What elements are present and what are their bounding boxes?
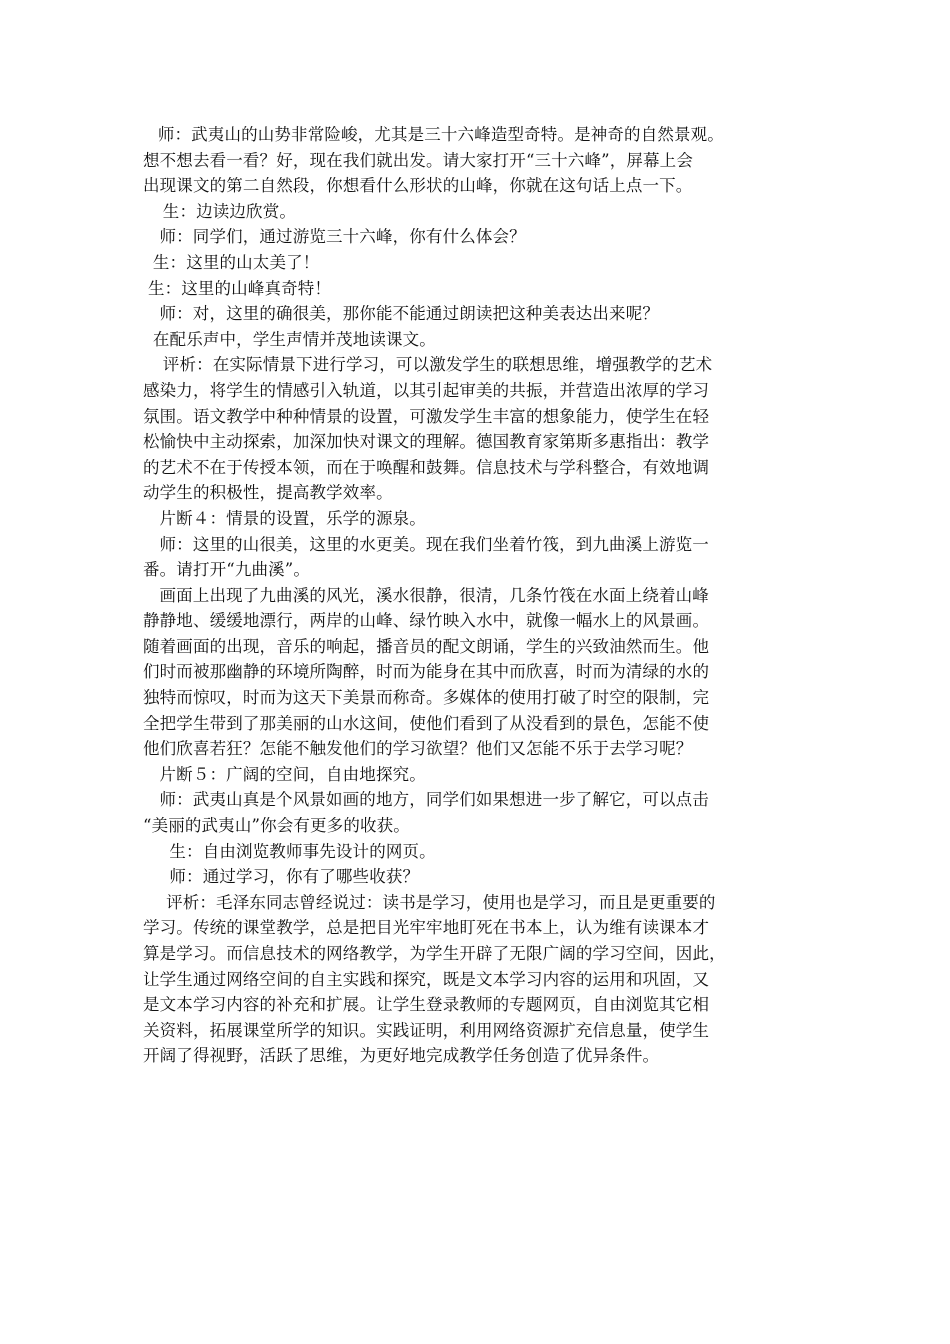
text-line: 想不想去看一看？好，现在我们就出发。请大家打开“三十六峰”，屏幕上会 [143, 150, 693, 170]
text-line: 全把学生带到了那美丽的山水这间，使他们看到了从没看到的景色，怎能不使 [143, 713, 710, 733]
text-line: 氛围。语文教学中种种情景的设置，可激发学生丰富的想象能力，使学生在轻 [143, 406, 710, 426]
text-line: 师：同学们，通过游览三十六峰，你有什么体会？ [159, 227, 526, 247]
text-line: 师：通过学习，你有了哪些收获？ [169, 867, 420, 887]
text-line: 生：边读边欣赏。 [162, 201, 296, 221]
text-line: 算是学习。而信息技术的网络教学，为学生开辟了无限广阔的学习空间，因此， [143, 944, 726, 963]
text-line: 片断５：广阔的空间，自由地探究。 [159, 764, 426, 784]
text-line: 关资料，拓展课堂所学的知识。实践证明，利用网络资源扩充信息量，使学生 [143, 1020, 710, 1040]
text-line: 的艺术不在于传授本领，而在于唤醒和鼓舞。信息技术与学科整合，有效地调 [143, 457, 710, 477]
text-line: 独特而惊叹，时而为这天下美景而称奇。多媒体的使用打破了时空的限制，完 [143, 688, 710, 708]
text-line: 出现课文的第二自然段，你想看什么形状的山峰，你就在这句话上点一下。 [143, 176, 693, 196]
text-line: 他们欣喜若狂？怎能不触发他们的学习欲望？他们又怎能不乐于去学习呢？ [143, 739, 693, 759]
text-line: 生：这里的山太美了！ [152, 252, 320, 272]
text-line: 片断４：情景的设置，乐学的源泉。 [159, 508, 426, 528]
text-line: 感染力，将学生的情感引入轨道，以其引起审美的共振，并营造出浓厚的学习 [143, 380, 710, 400]
text-line: 是文本学习内容的补充和扩展。让学生登录教师的专题网页，自由浏览其它相 [143, 995, 710, 1015]
text-line: “美丽的武夷山”你会有更多的收获。 [143, 816, 410, 836]
text-line: 松愉快中主动探索，加深加快对课文的理解。德国教育家第斯多惠指出：教学 [143, 432, 710, 452]
text-line: 静静地、缓缓地漂行，两岸的山峰、绿竹映入水中，就像一幅水上的风景画。 [143, 611, 710, 631]
text-line: 们时而被那幽静的环境所陶醉，时而为能身在其中而欣喜，时而为清绿的水的 [143, 662, 710, 682]
text-line: 动学生的积极性，提高教学效率。 [143, 483, 393, 503]
text-line: 师：这里的山很美，这里的水更美。现在我们坐着竹筏，到九曲溪上游览一 [159, 534, 709, 554]
text-line: 画面上出现了九曲溪的风光，溪水很静，很清，几条竹筏在水面上绕着山峰 [159, 585, 709, 605]
text-line: 评析：在实际情景下进行学习，可以激发学生的联想思维，增强教学的艺术 [162, 355, 713, 375]
text-line: 师：武夷山的山势非常险峻，尤其是三十六峰造型奇特。是神奇的自然景观。 [157, 125, 724, 144]
text-line: 番。请打开“九曲溪”。 [143, 560, 311, 580]
text-line: 在配乐声中，学生声情并茂地读课文。 [152, 329, 436, 349]
text-line: 随着画面的出现，音乐的响起，播音员的配文朗诵，学生的兴致油然而生。他 [143, 636, 710, 656]
text-line: 生：自由浏览教师事先设计的网页。 [169, 841, 436, 861]
text-line: 开阔了得视野，活跃了思维，为更好地完成教学任务创造了优异条件。 [143, 1046, 660, 1066]
document-body [143, 122, 811, 1069]
text-line: 让学生通过网络空间的自主实践和探究，既是文本学习内容的运用和巩固，又 [143, 969, 710, 989]
text-line: 师：对，这里的确很美，那你能不能通过朗读把这种美表达出来呢？ [159, 304, 659, 324]
text-line: 评析：毛泽东同志曾经说过：读书是学习，使用也是学习，而且是更重要的 [166, 892, 716, 912]
text-line: 生：这里的山峰真奇特！ [147, 278, 332, 298]
text-line: 学习。传统的课堂教学，总是把目光牢牢地盯死在书本上，认为维有读课本才 [143, 918, 710, 938]
text-line: 师：武夷山真是个风景如画的地方，同学们如果想进一步了解它，可以点击 [159, 790, 709, 810]
